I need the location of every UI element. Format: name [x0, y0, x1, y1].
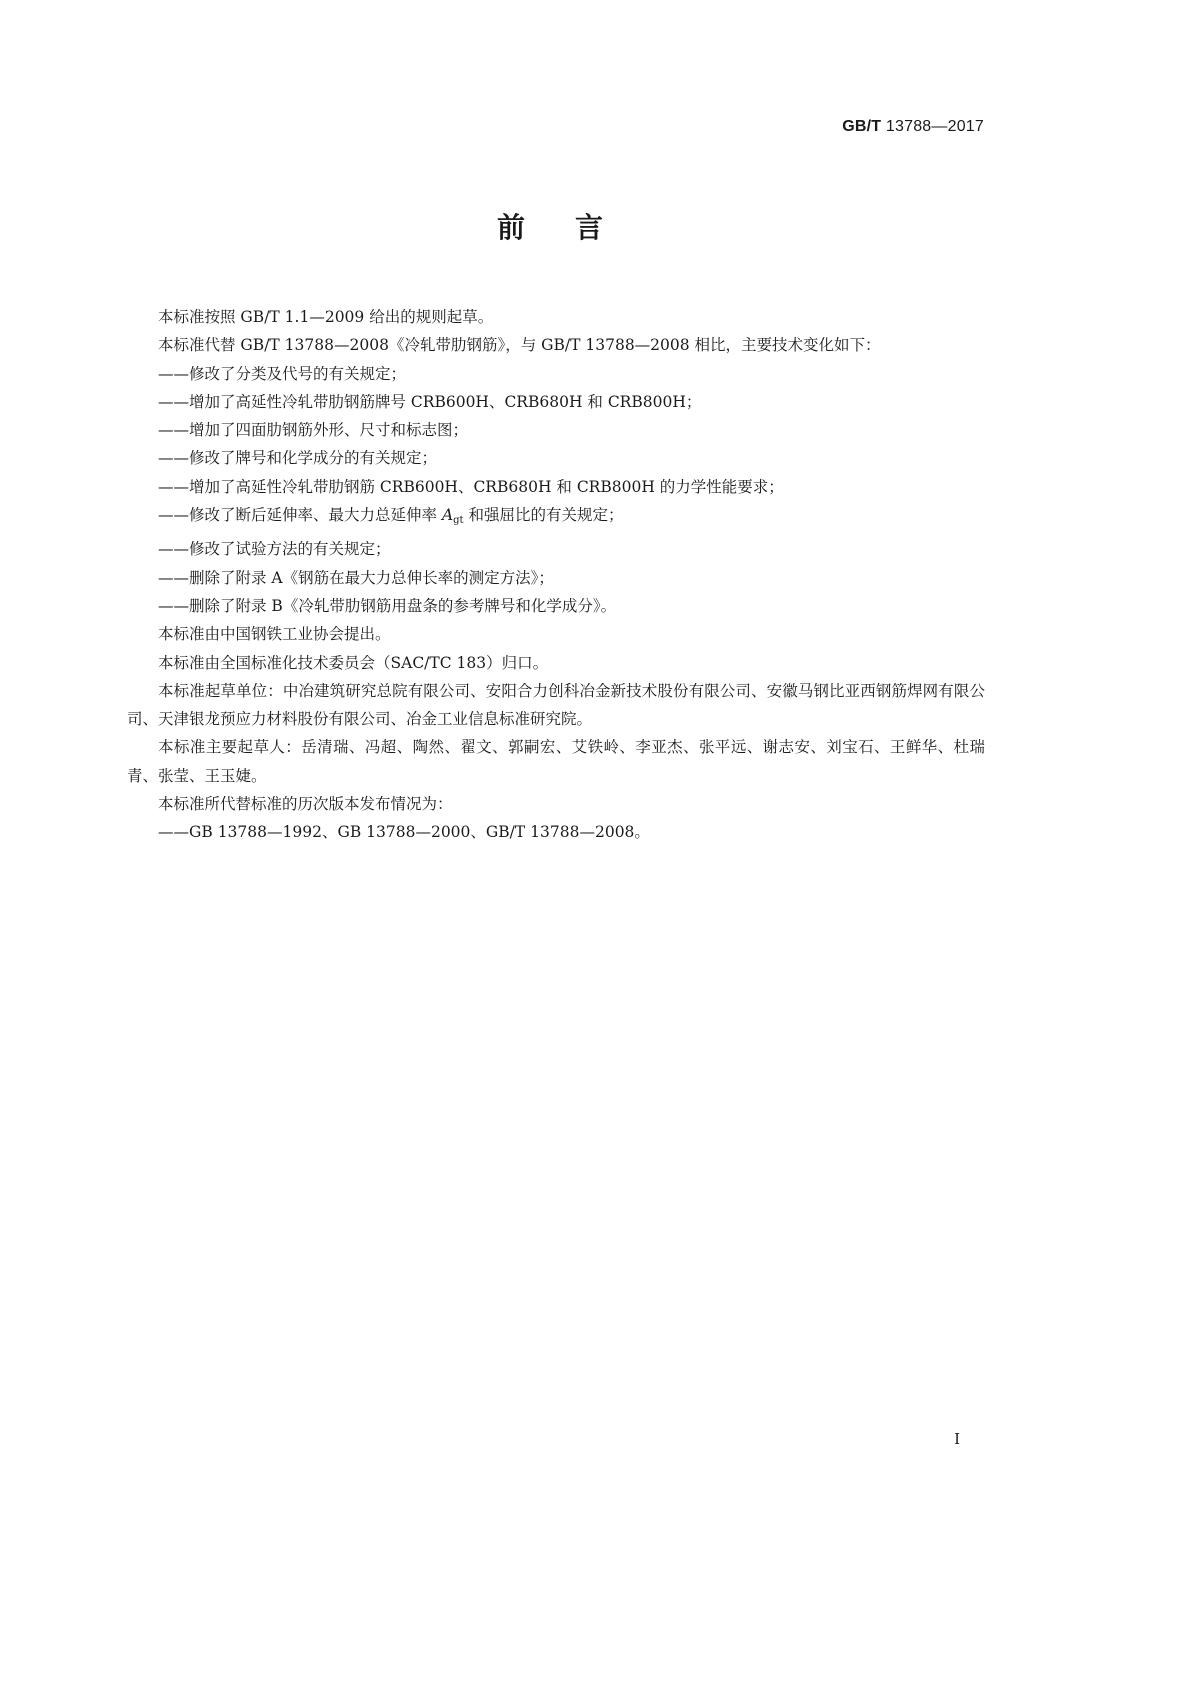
paragraph-proposed-by: 本标准由中国钢铁工业协会提出。 [158, 625, 391, 644]
change-item-grades: ——增加了高延性冷轧带肋钢筋牌号 CRB600H、CRB680H 和 CRB800H； [158, 392, 702, 411]
standard-code-number: 13788—2017 [885, 118, 984, 135]
agt-symbol: A [441, 506, 454, 525]
foreword-body [127, 303, 985, 847]
paragraph-drafting-units: 本标准起草单位：中冶建筑研究总院有限公司、安阳合力创科冶金新技术股份有限公司、安徽马钢比亚西钢筋焊网有限公司、天津银龙预应力材料股份有限公司、冶金工业信息标准研究院。 [127, 681, 985, 729]
paragraph-replaces: 本标准代替 GB/T 13788—2008《冷轧带肋钢筋》，与 GB/T 13788—2008 相比，主要技术变化如下： [158, 336, 881, 355]
change-item-classification: ——修改了分类及代号的有关规定； [158, 364, 407, 383]
paragraph-drafters: 本标准主要起草人：岳清瑞、冯超、陶然、翟文、郭嗣宏、艾铁岭、李亚杰、张平远、谢志安、刘宝石、王鲜华、杜瑞青、张莹、王玉婕。 [127, 738, 985, 785]
agt-subscript: gt [453, 515, 464, 527]
page-number: I [954, 1430, 960, 1448]
change-item-chemical: ——修改了牌号和化学成分的有关规定； [158, 449, 438, 468]
change-item-elongation [127, 501, 985, 535]
change-item-annex-b: ——删除了附录 B《冷轧带肋钢筋用盘条的参考牌号和化学成分》。 [158, 596, 617, 615]
standard-code-prefix: GB/T [842, 118, 882, 135]
elongation-text-before: ——修改了断后延伸率、最大力总延伸率 [158, 506, 442, 525]
paragraph-under-jurisdiction: 本标准由全国标准化技术委员会（SAC/TC 183）归口。 [158, 653, 549, 672]
paragraph-drafting-rules: 本标准按照 GB/T 1.1—2009 给出的规则起草。 [158, 308, 494, 326]
standard-code [842, 118, 984, 136]
paragraph-previous-editions-intro: 本标准所代替标准的历次版本发布情况为： [158, 795, 453, 814]
elongation-text-after: 和强屈比的有关规定； [463, 506, 624, 525]
page-title: 前言 [496, 211, 653, 244]
change-item-test-method: ——修改了试验方法的有关规定； [158, 540, 391, 559]
previous-editions-list: ——GB 13788—1992、GB 13788—2000、GB/T 13788—2008。 [158, 823, 650, 842]
change-item-four-rib: ——增加了四面肋钢筋外形、尺寸和标志图； [158, 421, 469, 440]
change-item-annex-a: ——删除了附录 A《钢筋在最大力总伸长率的测定方法》； [158, 568, 554, 587]
change-item-mechanical: ——增加了高延性冷轧带肋钢筋 CRB600H、CRB680H 和 CRB800H 的力学性能要求； [158, 477, 784, 496]
